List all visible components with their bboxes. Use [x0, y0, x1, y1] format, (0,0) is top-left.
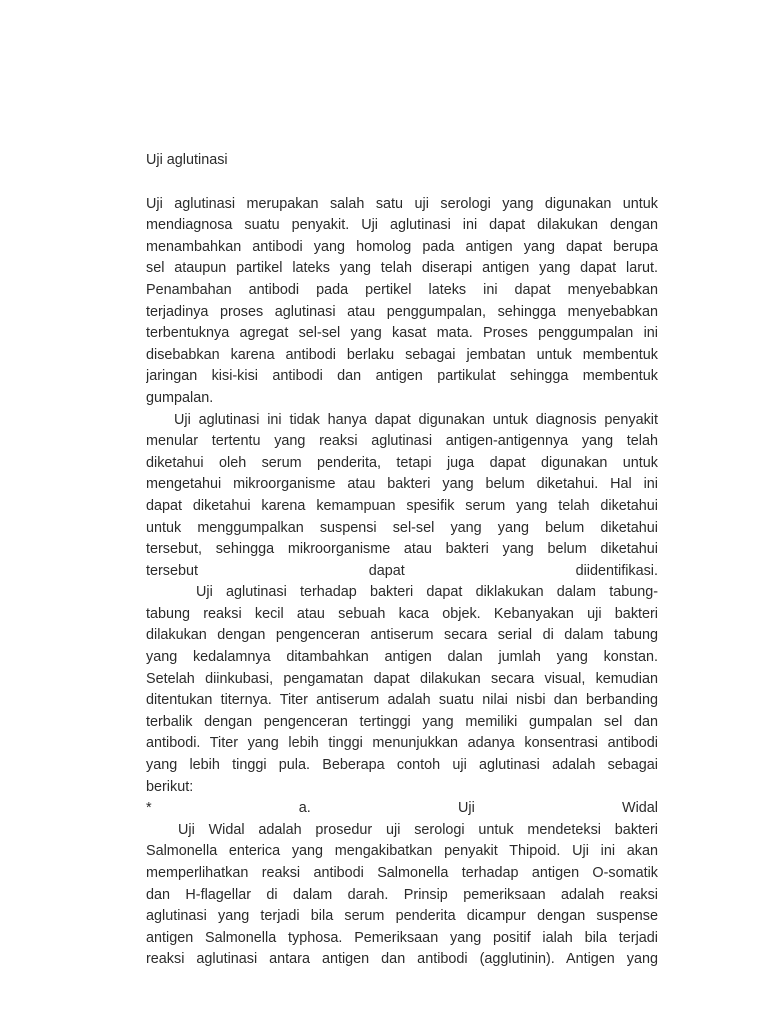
- text-line: dapat diketahui karena kemampuan spesifik serum yang telah diketahui: [146, 497, 658, 514]
- paragraph-4: [146, 820, 658, 971]
- text-line: Uji aglutinasi merupakan salah satu uji serologi yang digunakan untuk: [146, 195, 658, 212]
- text-line: dan H-flagellar di dalam darah. Prinsip pemeriksaan adalah reaksi: [146, 886, 658, 903]
- text-line: yang kedalamnya ditambahkan antigen dalan jumlah yang konstan.: [146, 649, 658, 666]
- text-line: menular tertentu yang reaksi aglutinasi antigen-antigennya yang telah: [146, 433, 658, 450]
- text-line: terjadinya proses aglutinasi atau penggumpalan, sehingga menyebabkan: [146, 303, 658, 320]
- text-line: Penambahan antibodi pada pertikel lateks ini dapat menyebabkan: [146, 281, 658, 298]
- text-line: tersebut dapat diidentifikasi.: [146, 562, 658, 579]
- text-line: dilakukan dengan pengenceran antiserum secara serial di dalam tabung: [146, 627, 658, 644]
- paragraph-3: [146, 582, 658, 798]
- text-line: memperlihatkan reaksi antibodi Salmonella terhadap antigen O-somatik: [146, 865, 658, 881]
- text-line: reaksi aglutinasi antara antigen dan antibodi (agglutinin). Antigen yang: [146, 951, 658, 968]
- text-line: tabung reaksi kecil atau sebuah kaca objek. Kebanyakan uji bakteri: [146, 605, 658, 622]
- text-line: Salmonella enterica yang mengakibatkan penyakit Thipoid. Uji ini akan: [146, 843, 658, 860]
- text-line: ditentukan titernya. Titer antiserum adalah suatu nilai nisbi dan berbanding: [146, 692, 658, 709]
- text-line: Uji aglutinasi ini tidak hanya dapat digunakan untuk diagnosis penyakit: [174, 411, 658, 428]
- list-heading: * a. Uji Widal: [146, 800, 658, 817]
- text-line: terbentuknya agregat sel-sel yang kasat mata. Proses penggumpalan ini: [146, 325, 658, 342]
- text-line: antibodi. Titer yang lebih tinggi menunjukkan adanya konsentrasi antibodi: [146, 735, 658, 752]
- text-line: mendiagnosa suatu penyakit. Uji aglutinasi ini dapat dilakukan dengan: [146, 217, 658, 234]
- text-line: disebabkan karena antibodi berlaku sebagai jembatan untuk membentuk: [146, 346, 658, 363]
- text-line: yang lebih tinggi pula. Beberapa contoh uji aglutinasi adalah sebagai: [146, 757, 658, 774]
- text-line: terbalik dengan pengenceran tertinggi yang memiliki gumpalan sel dan: [146, 713, 658, 730]
- text-line: mengetahui mikroorganisme atau bakteri yang belum diketahui. Hal ini: [146, 476, 658, 493]
- text-line: aglutinasi yang terjadi bila serum penderita dicampur dengan suspense: [146, 908, 658, 925]
- text-line: tersebut, sehingga mikroorganisme atau bakteri yang belum diketahui: [146, 541, 658, 558]
- document-body: [146, 150, 658, 971]
- text-line: Uji aglutinasi terhadap bakteri dapat diklakukan dalam tabung-: [196, 584, 658, 601]
- text-line: gumpalan.: [146, 389, 214, 406]
- text-line: antigen Salmonella typhosa. Pemeriksaan yang positif ialah bila terjadi: [146, 929, 658, 946]
- text-line: sel ataupun partikel lateks yang telah diserapi antigen yang dapat larut.: [146, 260, 658, 277]
- paragraph-2: [146, 410, 658, 583]
- text-line: berikut:: [146, 778, 194, 795]
- text-line: Uji Widal adalah prosedur uji serologi untuk mendeteksi bakteri: [178, 821, 658, 838]
- text-line: jaringan kisi-kisi antibodi dan antigen partikulat sehingga membentuk: [146, 368, 658, 385]
- text-line: Setelah diinkubasi, pengamatan dapat dilakukan secara visual, kemudian: [146, 670, 658, 687]
- paragraph-1: [146, 194, 658, 410]
- text-line: untuk menggumpalkan suspensi sel-sel yang yang belum diketahui: [146, 519, 658, 536]
- document-title: Uji aglutinasi: [146, 152, 228, 168]
- text-line: menambahkan antibodi yang homolog pada antigen yang dapat berupa: [146, 238, 658, 255]
- text-line: diketahui oleh serum penderita, tetapi juga dapat digunakan untuk: [146, 454, 658, 471]
